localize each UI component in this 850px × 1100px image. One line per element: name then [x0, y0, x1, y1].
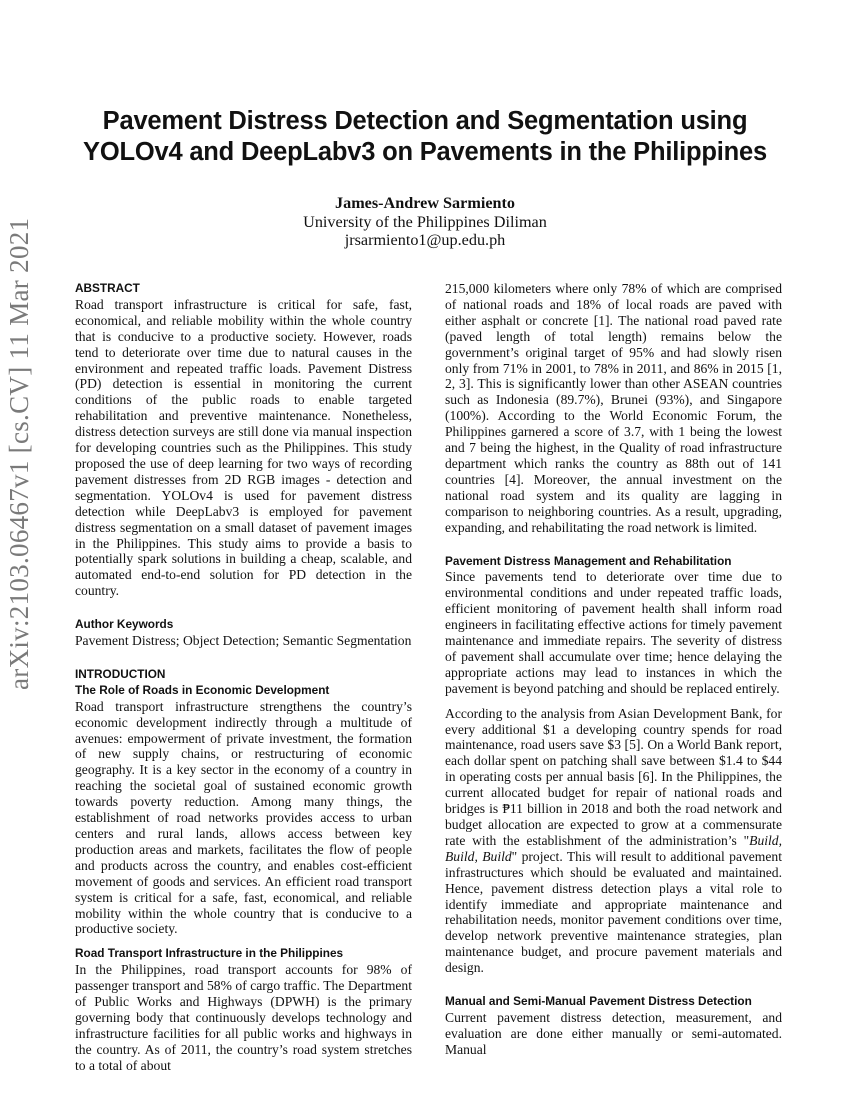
build-build-build-project-name: Build, Build, Build	[445, 832, 782, 864]
keywords-text: Pavement Distress; Object Detection; Semantic Segmentation	[75, 633, 412, 649]
budget-paragraph-end: " project. This will result to additional pavement infrastructures which should be evaluated and maintained. Hence, pavement distress detection plays a vital role to identify immediate and appropriate maintenance and rehabilitation needs, monitor pavement conditions over time, develop network preventive maintenance strategies, plan maintenance budget, and procure pavement materials and design.	[445, 848, 782, 976]
author-block	[60, 194, 790, 250]
abstract-text: Road transport infrastructure is critical for safe, fast, economical, and reliable mobility within the whole country that is conducive to a productive society. However, roads tend to deteriorate over time due to natural causes in the environment and repeated traffic loads. Pavement Distress (PD) detection is essential in monitoring the current conditions of the public roads to enable targeted rehabilitation and preventive maintenance. Nonetheless, distress detection surveys are still done via manual inspection for developing countries such as the Philippines. This study proposed the use of deep learning for two ways of recording pavement distresses from 2D RGB images - detection and segmentation. YOLOv4 is used for pavement distress detection while DeepLabv3 is employed for pavement distress segmentation on a small dataset of pavement images in the Philippines. This study aims to provide a basis to potentially spark solutions in building a cheap, scalable, and automated end-to-end solution for PD detection in the country.	[75, 296, 412, 599]
roads-economic-development-text: Road transport infrastructure strengthens the country’s economic development indirectly through a multitude of avenues: empowerment of private investment, the formation of new supply chains, or restructuring of economic geography. It is a key sector in the economy of a country in reaching the societal goal of sustained economic growth towards poverty reduction. Among many things, the establishment of road networks provides access to urban centers and rural lands, allows access between key production areas and markets, facilitates the flow of people and products across the country, and enables cost-efficient movement of goods and services. An efficient road transport system is critical for a safe, fast, economical, and reliable mobility within the whole country that is conducive to a productive society.	[75, 698, 412, 937]
paper-title	[60, 106, 790, 168]
pavement-distress-management-text-2	[445, 706, 782, 976]
manual-detection-heading: Manual and Semi-Manual Pavement Distress Detection	[445, 994, 752, 1009]
introduction-heading: INTRODUCTION	[75, 666, 166, 681]
budget-paragraph-start: According to the analysis from Asian Development Bank, for every additional $1 a developing country spends for road maintenance, road users save $3 [5]. On a World Bank report, each dollar spent on patching shall save between $1.4 to $44 in operating costs per annual basis [6]. In the Philippines, the current allocated budget for repair of national roads and bridges is ₱11 billion in 2018 and both the road network and budget allocation are expected to grow at a commensurate rate with the establishment of the administration’s "	[445, 705, 782, 848]
paper-title-line-2: YOLOv4 and DeepLabv3 on Pavements in the Philippines	[83, 138, 767, 166]
pavement-distress-management-text-1: Since pavements tend to deteriorate over time due to environmental conditions and under repeated traffic loads, efficient monitoring of pavement health shall inform road engineers in facilitating effective actions for timely pavement maintenance and immediate repairs. The severity of distress of pavement shall accumulate over time; hence delaying the appropriate actions may lead to instances in which the pavement is beyond patching and should be replaced entirely.	[445, 569, 782, 696]
roads-economic-development-heading: The Role of Roads in Economic Development	[75, 682, 330, 697]
arxiv-identifier-stamp: arXiv:2103.06467v1 [cs.CV] 11 Mar 2021	[4, 217, 34, 690]
paper-title-line-1: Pavement Distress Detection and Segmentation using	[102, 107, 748, 135]
road-infrastructure-philippines-text: In the Philippines, road transport accounts for 98% of passenger transport and 58% of cargo traffic. The Department of Public Works and Highways (DPWH) is the primary governing body that continuously develops technology and infrastructure facilities for all public works and highways in the country. As of 2011, the country’s road system stretches to a total of about	[75, 962, 412, 1073]
left-column	[75, 281, 412, 1074]
author-affiliation: University of the Philippines Diliman	[303, 212, 547, 231]
manual-detection-text: Current pavement distress detection, measurement, and evaluation are done either manually or semi-automated. Manual	[445, 1009, 782, 1057]
keywords-heading: Author Keywords	[75, 617, 174, 632]
road-infrastructure-philippines-heading: Road Transport Infrastructure in the Philippines	[75, 946, 344, 961]
author-name: James-Andrew Sarmiento	[335, 194, 515, 212]
road-network-continuation-text: 215,000 kilometers where only 78% of which are comprised of national roads and 18% of local roads are paved with either asphalt or concrete [1]. The national road paved rate (paved length of total length) remains below the government’s original target of 95% and had slowly risen only from 71% in 2001, to 78% in 2011, and 86% in 2015 [1, 2, 3]. This is significantly lower than other ASEAN countries such as Indonesia (89.7%), Brunei (93%), and Singapore (100%). According to the World Economic Forum, the Philippines garnered a score of 3.7, with 1 being the lowest and 7 being the highest, in the Quality of road infrastructure department which ranks the country as 88th out of 141 countries [4]. Moreover, the annual investment on the national road system and its quality are lagging in comparison to neighboring countries. As a result, upgrading, expanding, and rehabilitating the road network is limited.	[445, 281, 782, 535]
pavement-distress-management-heading: Pavement Distress Management and Rehabilitation	[445, 553, 732, 568]
abstract-heading: ABSTRACT	[75, 281, 140, 295]
right-column	[445, 281, 782, 1058]
author-email: jrsarmiento1@up.edu.ph	[344, 231, 506, 249]
